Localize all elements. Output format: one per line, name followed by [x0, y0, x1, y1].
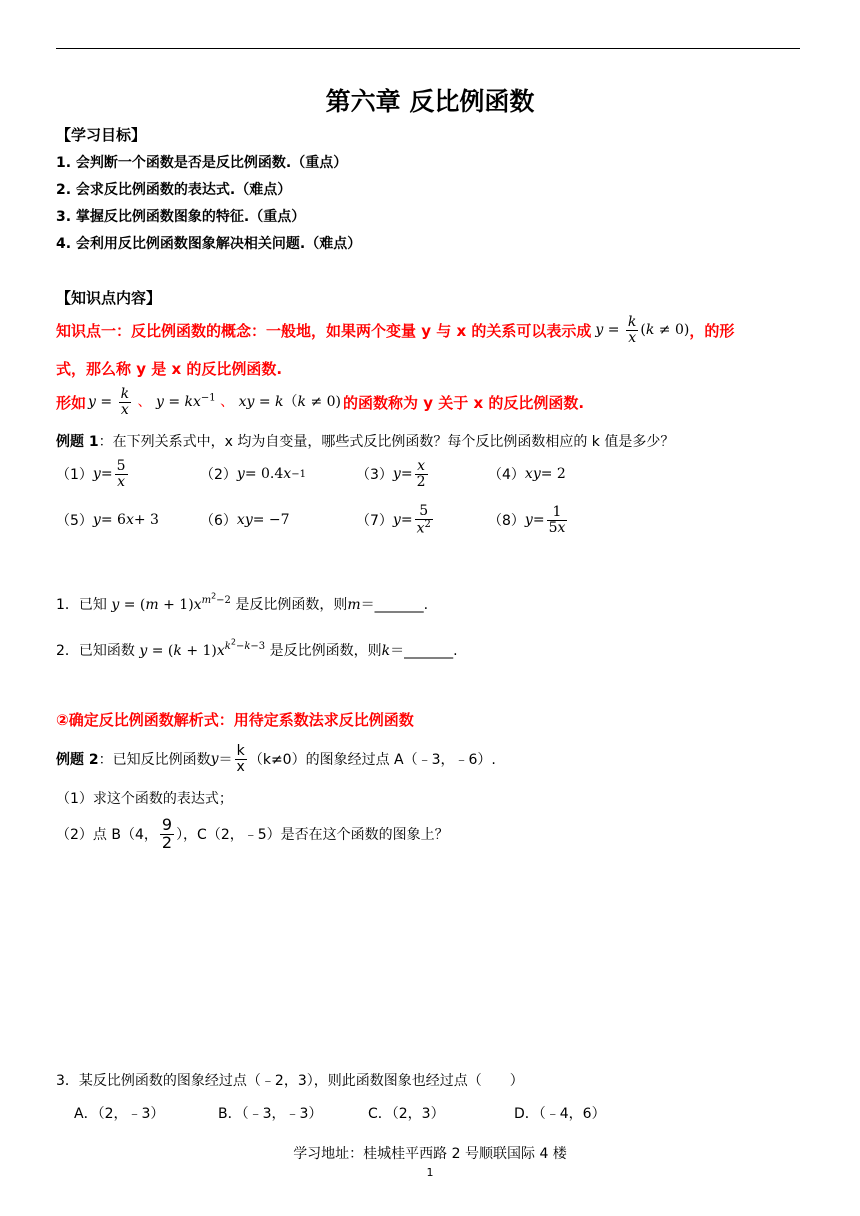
knowledge-point-1-text: 知识点一：反比例函数的概念：一般地，如果两个变量 y 与 x 的关系可以表示成	[56, 321, 592, 340]
question-1-prefix: 1．已知	[56, 596, 107, 613]
knowledge-heading: 【知识点内容】	[56, 289, 162, 307]
knowledge-point-1-line2: 式，那么称 y 是 x 的反比例函数.	[56, 360, 283, 378]
question-1-suffix: 是反比例函数，则	[235, 596, 348, 613]
item-number: （4）	[488, 467, 525, 483]
item-number: （3）	[356, 467, 393, 483]
objective-item-2: 2. 会求反比例函数的表达式.（难点）	[56, 182, 292, 198]
option-c: C．（2，3）	[368, 1106, 445, 1122]
header-rule	[56, 48, 800, 49]
item-number: （1）	[56, 467, 93, 483]
example-1-prompt	[56, 431, 674, 451]
knowledge-point-1	[56, 308, 734, 352]
page-number: 1	[426, 1166, 434, 1179]
question-2-prefix: 2．已知函数	[56, 642, 135, 659]
example-1-item-5: （5） y = 6 x + 3	[56, 512, 159, 529]
objective-item-3: 3. 掌握反比例函数图象的特征.（重点）	[56, 209, 306, 225]
question-2-variable: k	[381, 642, 391, 659]
definition-formula: y = $\frac{k}{x}$ (k ≠ 0)	[595, 313, 690, 346]
question-2: 2．已知函数 $y = (k + 1)x^{k^2-k-3}$ 是反比例函数，则k＝_______.	[56, 638, 458, 659]
objectives-heading: 【学习目标】	[56, 126, 147, 144]
question-1-variable: m	[347, 596, 361, 613]
question-1: 1．已知 $y = (m + 1)x^{m^2-2}$ 是反比例函数，则m＝_______.	[56, 592, 429, 613]
item-number: （8）	[488, 513, 525, 529]
question-3: 3．某反比例函数的图象经过点（﹣2，3），则此函数图象也经过点（ ）	[56, 1073, 524, 1089]
forms-formula: y = $\frac{k}{x}$ 、 $y = kx^{-1}$ 、 xy = k（k ≠ 0)	[88, 385, 341, 418]
page-title: 第六章 反比例函数	[325, 87, 535, 116]
objective-item-4: 4. 会利用反比例函数图象解决相关问题.（难点）	[56, 236, 362, 252]
knowledge-point-1-tail: ，的形	[689, 321, 735, 340]
example-1-item-6: （6） xy = −7	[200, 512, 290, 529]
example-1-item-4: （4） xy = 2	[488, 466, 566, 483]
example-2-part-2-b: ），C（2，﹣5）是否在这个函数的图象上？	[176, 827, 449, 843]
option-a: A．（2，﹣3）	[74, 1106, 165, 1122]
example-2-part-2: （2）点 B（4， $\frac{9}{2}$ ），C（2，﹣5）是否在这个函数的图象上？	[56, 814, 449, 852]
option-d: D．（﹣4，6）	[514, 1106, 606, 1122]
question-2-suffix: 是反比例函数，则	[269, 642, 382, 659]
item-number: （6）	[200, 513, 237, 529]
answer-blank: ＝_______.	[390, 642, 458, 659]
example-2-prompt: 例题 2 ：已知反比例函数 y ＝ $\frac{k}{x}$ （k≠0）的图象经过点 A（﹣3，﹣6）.	[56, 742, 496, 775]
example-1-item-2: （2） y = 0.4 x −1	[200, 466, 306, 483]
objective-item-1: 1. 会判断一个函数是否是反比例函数.（重点）	[56, 155, 348, 171]
example-2-text: ：已知反比例函数	[98, 752, 211, 768]
option-b: B．（﹣3，﹣3）	[218, 1106, 323, 1122]
item-number: （7）	[356, 513, 393, 529]
example-1-text: ：在下列关系式中，x 均为自变量，哪些式反比例函数？每个反比例函数相应的 k 值是多少？	[98, 434, 675, 450]
example-1-item-8: （8） y = $\frac{1}{5x}$	[488, 503, 566, 536]
example-2-text-tail: （k≠0）的图象经过点 A（﹣3，﹣6）.	[248, 752, 496, 768]
knowledge-point-2: ②确定反比例函数解析式：用待定系数法求反比例函数	[56, 711, 414, 729]
example-1-label: 例题 1	[56, 434, 99, 450]
example-1-item-1: （1） y = $\frac{5}{x}$	[56, 457, 126, 490]
definition-forms	[56, 380, 584, 424]
forms-suffix: 的函数称为 y 关于 x 的反比例函数.	[343, 393, 585, 412]
answer-blank: ＝_______.	[360, 596, 429, 613]
example-2-part-2-a: （2）点 B（4，	[56, 827, 158, 843]
example-2-part-1: （1）求这个函数的表达式；	[56, 791, 233, 807]
forms-prefix: 形如	[56, 393, 87, 412]
example-2-label: 例题 2	[56, 752, 99, 768]
example-1-item-7: （7） y = $\frac{5}{x^2}$	[356, 502, 431, 537]
item-number: （5）	[56, 513, 93, 529]
item-number: （2）	[200, 467, 237, 483]
example-1-item-3: （3） y = $\frac{x}{2}$	[356, 457, 426, 490]
footer-address: 学习地址：桂城桂平西路 2 号顺联国际 4 楼	[293, 1146, 567, 1162]
